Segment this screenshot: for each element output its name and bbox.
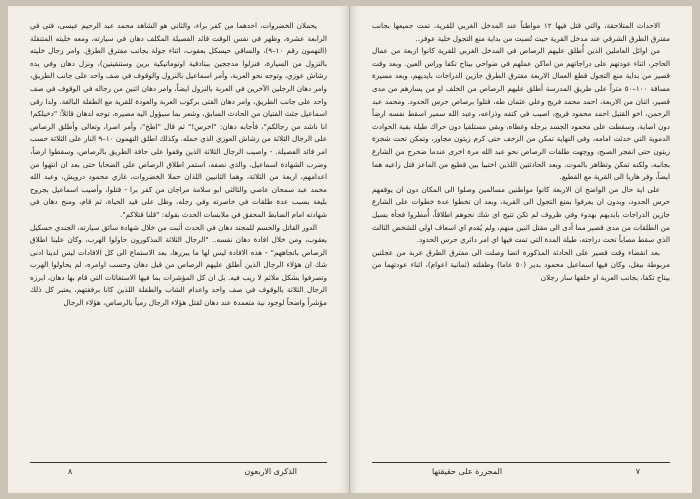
left-page-body: [30, 20, 327, 453]
paragraph: الاحداث المتلاحقة، والتي قتل فيها ١٢ مواطناً عند المدخل الغربي للقرية، تمت جميعها بجانب مفترق الطرق الشرقي عند مدخل القرية حيث تُصبت من بداية منع التجول خلية عوفر..: [372, 21, 670, 43]
right-page-footer: [372, 467, 670, 481]
running-title: المجزرة على حقيقتها: [432, 467, 503, 476]
paragraph: الدور القاتل والحسم للمجند دهان في الحدث أثبت من خلال شهادة سائق سيارته، الجندي حسكيل يعقوب، ومن خلال افادة دهان نفسه.. "الرجال الثلاثة المذكورون حاولوا الهرب، وكان علينا اطلاق الرصاص باتجاههم" - هذه الافادة ليس لها ما يبررها، بعد الاستماع الى كل الافادات ليس لدينا ادنى شك ان هؤلاء الرجال الذين أطلق عليهم الرصاص من قبل دهان وحسب اوامره، لم يحاولوا الهرب وتصرفوا بشكل ملائم لا ريب فيه. بل ان كل المؤشرات بما فيها الاستغاثات التي قام بها دهان، ابرزه الرجال الثلاثة بالوقوف في صف واحد واعدام الشاب والطفلة اللذين كانا برفقتهم، يعتبر كل ذلك مؤشراً واضحاً لوجود نية متعمدة عند دهان لقتل هؤلاء الرجال رمياً بالرصاص، هؤلاء الرجال: [30, 222, 327, 308]
paragraph: بعد انقضاء وقت قصير على الحادثة المذكورة اتضا وصلت الى مفترق الطرق عربة من عجلتين مربوطة ببغل، وكان فيها اسماعيل محمود بدير (٥٠ عاما) وطفلته (ثمانية اعوام)، اثناء عودتهما من بيتاح تكفا، بجانب العربة او خلفها سار رجلان: [372, 247, 670, 282]
footer-rule: [30, 462, 327, 463]
paragraph: يحملان الخضروات، احدهما من كفر براء، والثاني هو الشاهد محمد عبد الرحيم عيسى، فتى في الرابعة عشرة، وظهر في نفس الوقت قائد الفصيلة المكلف دهان في سيارته، ومعه خليته المتنقلة (التهمون رقم ١٠–٩)، والساقي حيسكل يعقوب، اثناء جولة بجانب مفترق الطرق. وامر رجال خليته بالنزول من السيارة، فنزلوا مدججين ببنادقية اوتوماتيكية برين وستنقيتين)، ونزل دهان وفي يده رشاش عوزي، وتوجه نحو العربة، وأمر اسماعيل بالنزول والوقوف في صف واحد على جانب الطريق، وامر دهان الرجلين الآخرين في العربة بالنزول ايضاً، وامر دهان اثنين من رجاله في الوقوف في صف واحد على جانب الطريق، وامر دهان الفتى بركوب العربة والعودة للقرية مع الطفلة البالغة. ولدا رقى اسماعيل جثث الفتيان من الحادث السابق، وشعر بما سيؤول اليه مصيره، توجه لدهان قائلاً: "دخيلكم! انا ناشد من رجالكم"، فأجابه دهان: "اخرس!" ثم قال "اطخ"، وأمر اصرا، وتعالى وأطلق الرصاص على الرجال الثلاثة من رشاش العوزي الذي حمله. وكذلك اطلق التهمون ١٠–٩ النار على الثلاثة حسب امر قائد الفصيلة. - واصيب الرجال الثلاثة الذين وقفوا على حافة الطريق بالرصاص، وسقطوا ارضاً، وضرب الشهادة اسماعيل، والذي نصفه، استمر اطلاق الرصاص على الضحايا حتى بعد ان انتهوا من اعدامهم، اربعة من الثلاثة، وهما الثانيين اللذان حملا الخضروات، غازي محمود درويش، وعبد الله محمد عبد سمحان عاصي والثالثي ابو سلامة مراجان من كفر برا - قتلوا، وأصيب اسماعيل بجروح بليغة بسبب عدة طلقات في خاصرته وفي رجله، وظل على قيد الحياة، ثم قام، ومنح دهان في شهادته امام الضابط المحقق في ملابسات الحدث بقوله: "قلنا قتلاكم".: [30, 21, 327, 219]
page-number: ٨: [68, 467, 73, 476]
left-page-footer: [30, 467, 327, 481]
left-page: [8, 6, 350, 493]
paragraph: من اوائل العاملين الذين أُطلق عليهم الرصاص في المدخل الغربي للقرية كانوا اربعة من عمال الحاجر، اثناء عودتهم على دراجاتهم من اماكن عملهم في ضواحي بيتاح تكفا وراس العين. وبعد وقت قصير من بداية منع التجول قطع العمال الاربعة مفترق الطرق جازين الدراجات بايديهم، وبعد مسيرة مسافة ١٠٠–٥٠ متراً على طريق المدرسة أطلق عليهم الرصاص من الخلف او من يسارهم من مدى قصير، اثنان من الاربعة، احمد محمد فريج وعلي عثمان طه، قتلوا برصاص حرس الحدود. ومحمد عبد الرحمن، اخو القتيل احمد محمود فريج، اصيب في كتفه وذراعه، وعبد الله سمير اسقط نفسه ارضاً دون اصابة، وسقطت على محمود الجسد برجله وغطاه، وبقي مستلقيا دون حراك طيلة بقية الحوادث الدموية التي حدثت امامه، وفي النهاية تمكن من الزحف حتى كرم زيتون مجاور، وتمكن تحت شجرة زيتون حتى انفجر الصبح، ووجهت طلقات الرصاص نحو عبد الله مرة اخرى عندما ضحرج من الشارع بجانبه، ولكنه تمكن وتظاهر بالموت. وبعد الحادثتين اللذين اختبيا بين قطيع من الماعز قتل راعيه هما ايضاً، وفر هاريا الى القرية مع القطيع.: [372, 46, 670, 182]
right-page-body: [372, 20, 670, 453]
page-number: ٧: [635, 467, 640, 476]
book-spread: [8, 6, 692, 493]
paragraph: على اية حال من الواضح ان الاربعة كانوا مواطنين مسالمين وصلوا الى المكان دون ان يوقفهم حرس الحدود، وبدون ان يعرفوا بمنع التجول الى القرية، وبعد ان تخطوا عدة خطوات على الشارع جازين الدراجات بايديهم بهدوء وفي ظروف لم تكن تتيح اي شك نحوهم اطلاقاً، أُمطروا فجأة بسيل من الطلقات من مدى قصير مما أدى الى مقتل اثنين منهم، ولم يُقدم اي اسعاف اولي للشخص الثالث الذي سقط مصاباً تحت دراجته، طيلة المدة التي تمت فيها اي امر دائري حرس الحدود.: [372, 184, 670, 245]
right-page: [350, 6, 692, 493]
running-title: الذكرى الاربعون: [244, 467, 297, 476]
footer-rule: [372, 462, 670, 463]
